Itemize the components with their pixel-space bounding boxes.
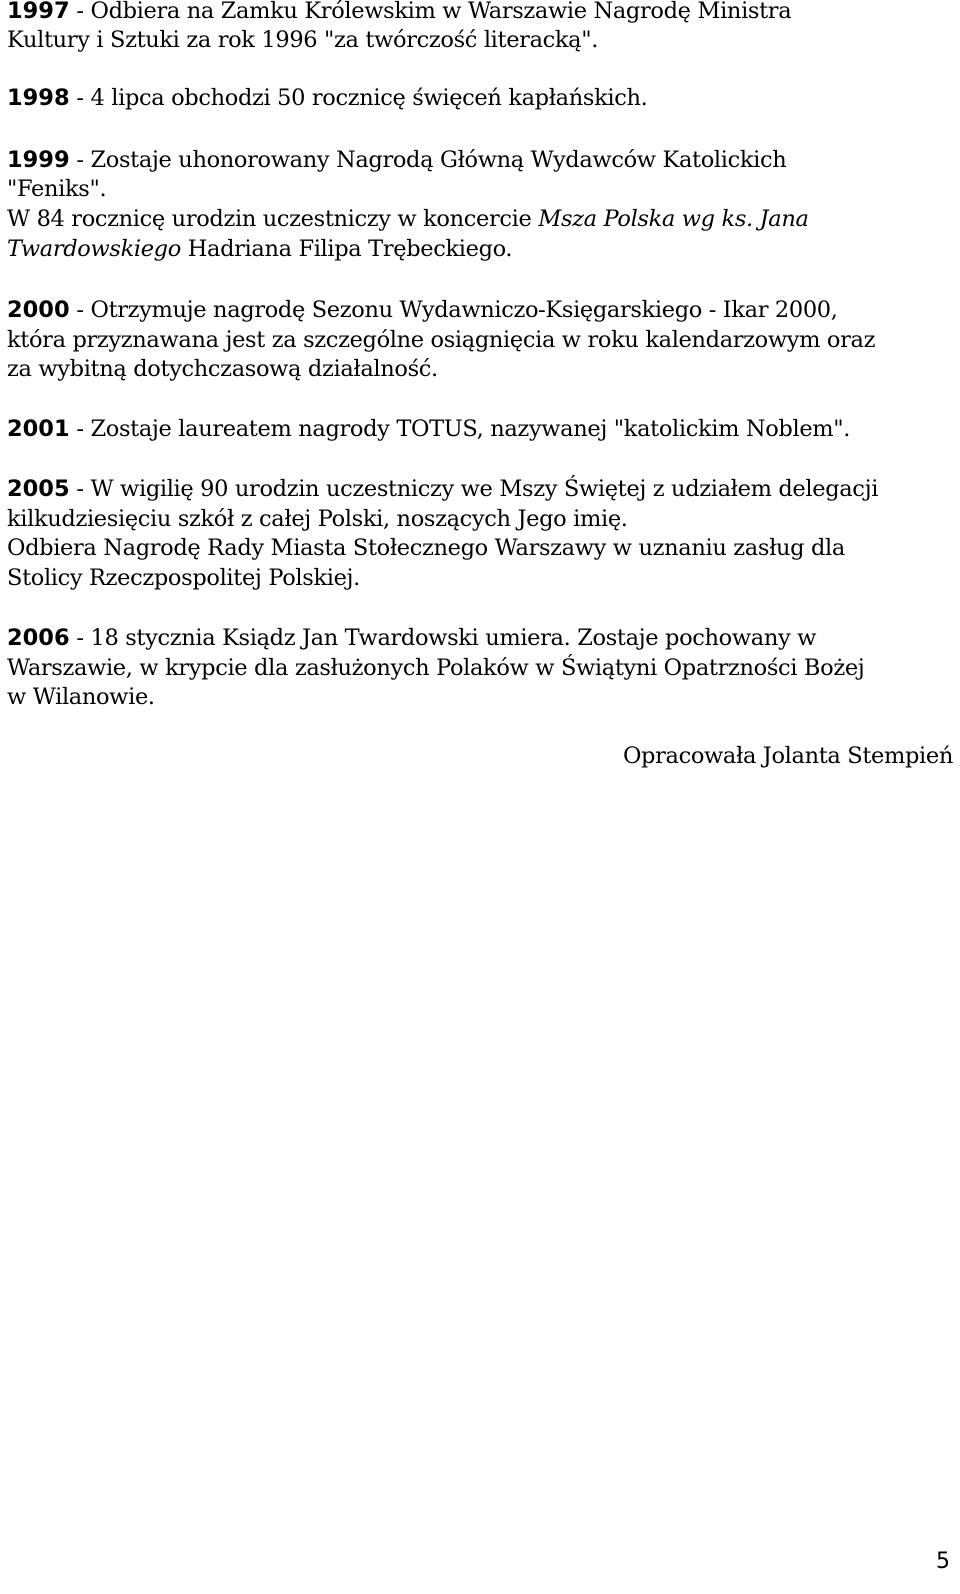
entry-2005-line-4 xyxy=(7,564,360,593)
entry-2000-text-3: za wybitną dotychczasową działalność. xyxy=(7,356,438,382)
entry-1997-line-2 xyxy=(7,26,598,55)
entry-1999-line-3 xyxy=(7,205,809,234)
entry-2001-text-1: - Zostaje laureatem nagrody TOTUS, nazywanej "katolickim Noblem". xyxy=(69,416,851,442)
entry-2005-line-1 xyxy=(7,475,878,504)
entry-2006-line-3 xyxy=(7,683,155,712)
year-2006: 2006 xyxy=(7,625,70,651)
entry-1998-text-1: - 4 lipca obchodzi 50 rocznicę święceń kapłańskich. xyxy=(69,85,648,111)
entry-1997-text-2: Kultury i Sztuki za rok 1996 "za twórczość literacką". xyxy=(7,27,599,53)
entry-2000-text-1: - Otrzymuje nagrodę Sezonu Wydawniczo-Księgarskiego - Ikar 2000, xyxy=(69,297,838,323)
entry-2005-line-2 xyxy=(7,505,628,534)
entry-1999-concert-title-cont: Twardowskiego xyxy=(7,236,181,262)
entry-1999-line-2 xyxy=(7,175,106,204)
entry-1999-concert-title: Msza Polska wg ks. Jana xyxy=(538,206,809,232)
entry-2005-text-4: Stolicy Rzeczpospolitej Polskiej. xyxy=(7,565,360,591)
entry-1997-line-1 xyxy=(7,0,791,26)
entry-2005-text-3: Odbiera Nagrodę Rady Miasta Stołecznego Warszawy w uznaniu zasług dla xyxy=(7,535,845,561)
entry-2005-text-1: - W wigilię 90 urodzin uczestniczy we Mszy Świętej z udziałem delegacji xyxy=(69,476,879,502)
year-2005: 2005 xyxy=(7,476,70,502)
entry-2000-text-2: która przyznawana jest za szczególne osiągnięcia w roku kalendarzowym oraz xyxy=(7,327,876,353)
entry-1999-line-1 xyxy=(7,146,786,175)
entry-2005-line-3 xyxy=(7,534,845,563)
entry-1999-line-4 xyxy=(7,235,512,264)
entry-2006-text-3: w Wilanowie. xyxy=(7,684,155,710)
entry-2006-text-1: - 18 stycznia Ksiądz Jan Twardowski umiera. Zostaje pochowany w xyxy=(69,625,817,651)
entry-2006-text-2: Warszawie, w krypcie dla zasłużonych Polaków w Świątyni Opatrzności Bożej xyxy=(7,655,865,681)
year-2001: 2001 xyxy=(7,416,70,442)
entry-1999-text-1: - Zostaje uhonorowany Nagrodą Główną Wydawców Katolickich xyxy=(69,147,787,173)
page-number: 5 xyxy=(936,1549,950,1574)
entry-2005-text-2: kilkudziesięciu szkół z całej Polski, noszących Jego imię. xyxy=(7,506,628,532)
entry-2000-line-2 xyxy=(7,326,875,355)
year-1999: 1999 xyxy=(7,147,70,173)
entry-2000-line-1 xyxy=(7,296,838,325)
year-1998: 1998 xyxy=(7,85,70,111)
author-signature: Opracowała Jolanta Stempień xyxy=(622,743,953,769)
entry-1999-text-3a: W 84 rocznicę urodzin uczestniczy w koncercie xyxy=(7,206,539,232)
entry-1998-line-1 xyxy=(7,84,647,113)
entry-2000-line-3 xyxy=(7,355,438,384)
entry-1997-text-1: - Odbiera na Zamku Królewskim w Warszawie Nagrodę Ministra xyxy=(69,0,792,24)
year-1997: 1997 xyxy=(7,0,70,24)
entry-1999-text-2: "Feniks". xyxy=(7,176,107,202)
year-2000: 2000 xyxy=(7,297,70,323)
entry-2006-line-1 xyxy=(7,624,816,653)
entry-2006-line-2 xyxy=(7,654,864,683)
entry-1999-text-4b: Hadriana Filipa Trębeckiego. xyxy=(180,236,513,262)
entry-2001-line-1 xyxy=(7,415,850,444)
